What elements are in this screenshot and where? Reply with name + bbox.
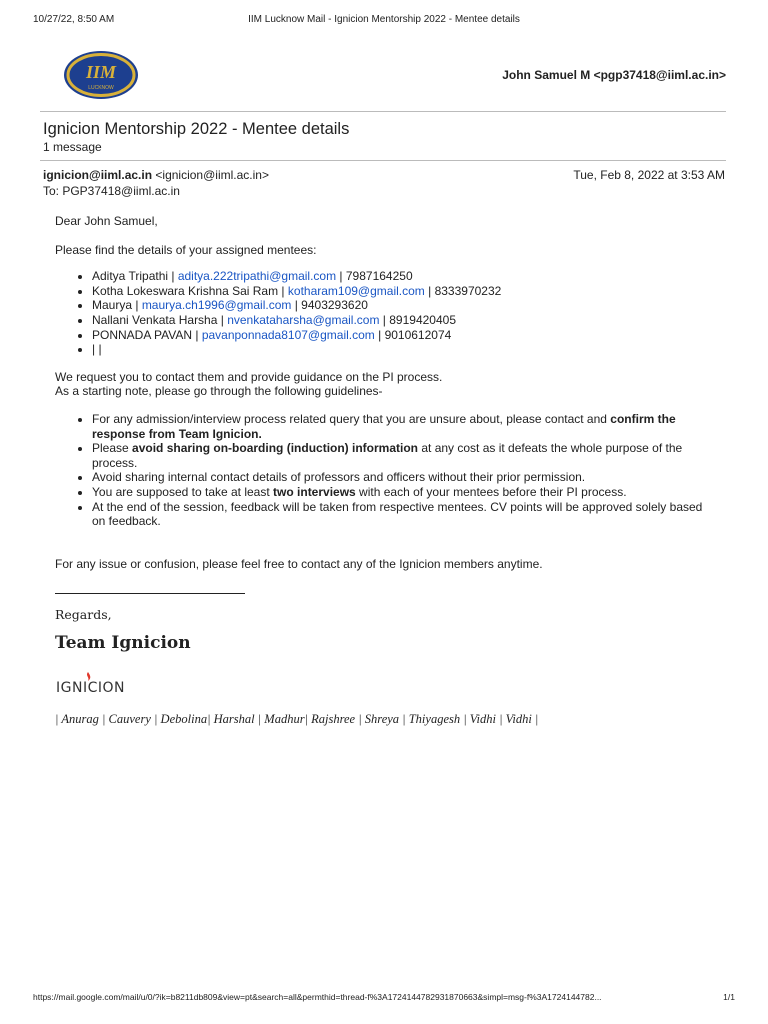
sender-email: <ignicion@iiml.ac.in>: [155, 168, 269, 182]
message-count: 1 message: [43, 140, 102, 154]
list-item: • Aditya Tripathi | aditya.222tripathi@gmail.com | 7987164250: [92, 269, 705, 284]
mentee-email-link[interactable]: aditya.222tripathi@gmail.com: [177, 269, 337, 284]
list-item: • | |: [92, 342, 705, 357]
message-date: Tue, Feb 8, 2022 at 3:53 AM: [573, 168, 725, 182]
mentee-email-link[interactable]: maurya.ch1996@gmail.com: [141, 298, 292, 313]
list-item: • For any admission/interview process related query that you are unsure about, please contact and confirm the response from Team Ignicion.: [92, 412, 705, 441]
list-item: • Kotha Lokeswara Krishna Sai Ram | kotharam109@gmail.com | 8333970232: [92, 284, 705, 299]
header-divider: [40, 111, 726, 112]
account-label: John Samuel M <pgp37418@iiml.ac.in>: [502, 68, 726, 82]
message-body: [55, 214, 705, 727]
mentee-email-link[interactable]: pavanponnada8107@gmail.com: [201, 327, 375, 342]
list-item: • Nallani Venkata Harsha | nvenkataharsha@gmail.com | 8919420405: [92, 313, 705, 328]
ignicion-logo: [55, 668, 135, 696]
mentee-intro: Please find the details of your assigned mentees:: [55, 242, 317, 257]
subject-divider: [40, 160, 726, 161]
list-item: • PONNADA PAVAN | pavanponnada8107@gmail.com | 9010612074: [92, 328, 705, 343]
svg-text:LUCKNOW: LUCKNOW: [88, 85, 114, 91]
page-number: 1/1: [723, 992, 735, 1002]
recipient-line: To: PGP37418@iiml.ac.in: [43, 184, 180, 198]
thread-subject: Ignicion Mentorship 2022 - Mentee details: [43, 120, 350, 138]
iim-lucknow-logo: [62, 50, 140, 100]
svg-text:IGNICION: IGNICION: [56, 680, 125, 697]
regards-text: Regards,: [55, 607, 112, 623]
mentee-email-link[interactable]: kotharam109@gmail.com: [287, 283, 425, 298]
guidelines-intro: As a starting note, please go through the following guidelines-: [55, 384, 383, 399]
print-title: IIM Lucknow Mail - Ignicion Mentorship 2022 - Mentee details: [248, 14, 520, 25]
mail-header: [40, 46, 730, 106]
footer-url: https://mail.google.com/mail/u/0/?ik=b8211db809&view=pt&search=all&permthid=thread-f%3A1724144782931870663&simpl=msg-f%3A1724144782...: [33, 992, 602, 1002]
request-line: We request you to contact them and provide guidance on the PI process.: [55, 369, 443, 384]
sender-name: ignicion@iiml.ac.in: [43, 168, 153, 182]
team-name: Team Ignicion: [55, 632, 191, 653]
closing-note: For any issue or confusion, please feel free to contact any of the Ignicion members anytime.: [55, 556, 543, 571]
signature-divider: [55, 593, 245, 594]
svg-text:IIM: IIM: [85, 62, 117, 82]
list-item: • Please avoid sharing on-boarding (induction) information at any cost as it defeats the whole purpose of the process.: [92, 441, 705, 470]
sender-row: [43, 168, 725, 182]
list-item: • You are supposed to take at least two interviews with each of your mentees before their PI process.: [92, 485, 705, 500]
print-datetime: 10/27/22, 8:50 AM: [33, 14, 115, 25]
guidelines-list: [55, 412, 705, 529]
print-footer: [33, 992, 735, 1002]
mentee-email-link[interactable]: nvenkataharsha@gmail.com: [227, 312, 380, 327]
team-members: | Anurag | Cauvery | Debolina| Harshal | Madhur| Rajshree | Shreya | Thiyagesh | Vidhi | Vidhi |: [55, 712, 539, 727]
list-item: • At the end of the session, feedback will be taken from respective mentees. CV points will be approved solely based on feedback.: [92, 500, 705, 529]
list-item: • Avoid sharing internal contact details of professors and officers without their prior permission.: [92, 470, 705, 485]
list-item: • Maurya | maurya.ch1996@gmail.com | 9403293620: [92, 298, 705, 313]
mentee-list: [55, 269, 705, 357]
greeting: Dear John Samuel,: [55, 214, 158, 228]
